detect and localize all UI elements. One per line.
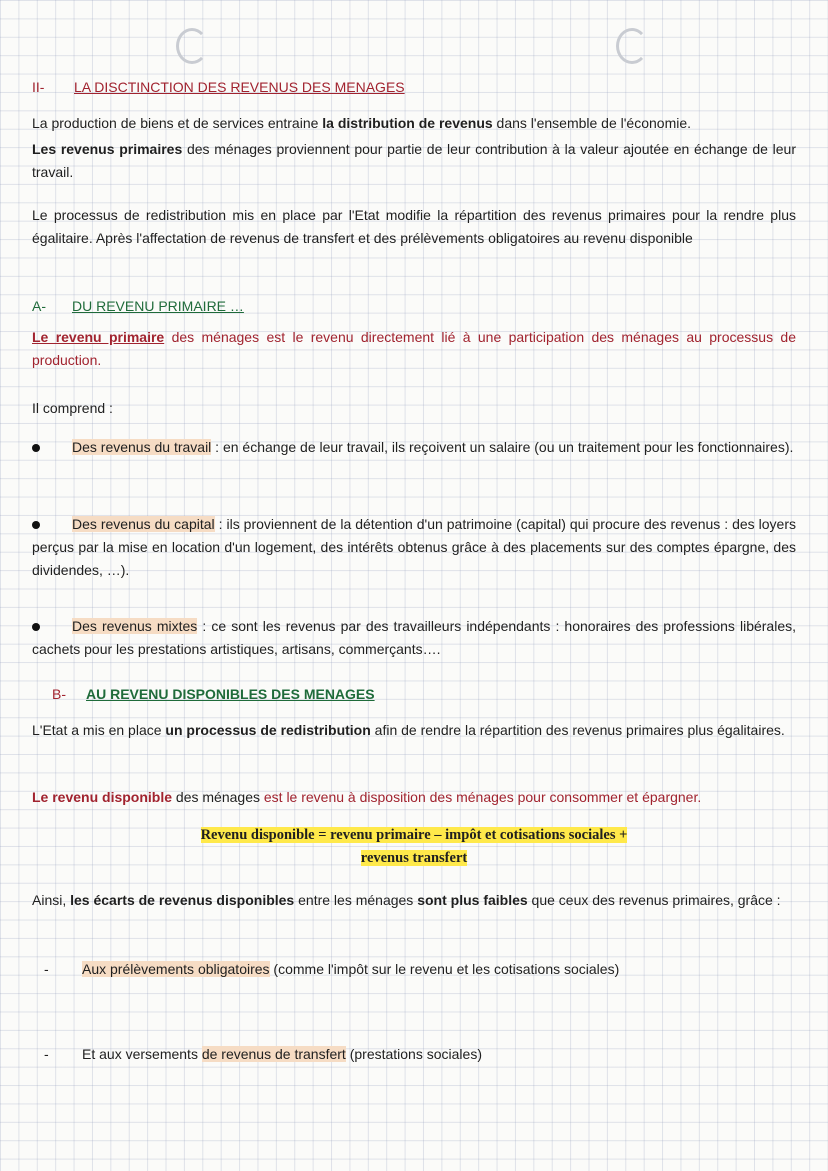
part-b-heading — [52, 683, 798, 705]
dash-item-prelevements: - Aux prélèvements obligatoires (comme l'impôt sur le revenu et les cotisations sociales) — [32, 958, 798, 980]
section-title: LA DISCTINCTION DES REVENUS DES MENAGES — [74, 79, 405, 95]
section-number: II- — [32, 79, 45, 95]
section-heading — [32, 76, 798, 98]
bullet-icon — [32, 521, 40, 529]
ainsi-paragraph: Ainsi, les écarts de revenus disponibles entre les ménages sont plus faibles que ceux des revenus primaires, grâce : — [32, 892, 781, 908]
dash-icon: - — [44, 961, 49, 977]
revenu-primaire-definition: Le revenu primaire des ménages est le revenu directement lié à une participation des ménages au processus de production. — [32, 329, 796, 368]
transfert-term: de revenus de transfert — [201, 1046, 346, 1062]
revenu-disponible-term: Le revenu disponible — [32, 789, 173, 805]
bullet-mixtes: Des revenus mixtes : ce sont les revenus par des travailleurs indépendants : honoraires des professions libérales, cachets pour les prestations artistiques, artisans, commerçants…. — [32, 618, 796, 657]
revenu-disponible-definition: Le revenu disponible des ménages est le revenu à disposition des ménages pour consommer et épargner. — [32, 789, 702, 805]
intro-paragraph-2: Les revenus primaires des ménages proviennent pour partie de leur contribution à la valeur ajoutée en échange de leur travail. — [32, 141, 796, 180]
intro-paragraph-3: Le processus de redistribution mis en place par l'Etat modifie la répartition des revenus primaires pour la rendre plus égalitaire. Après l'affectation de revenus de transfert et des prélèvements obligatoires au revenu disponible — [32, 207, 796, 246]
comprend-label: Il comprend : — [32, 400, 113, 416]
bullet-icon — [32, 623, 40, 631]
formula-line-2: revenus transfert — [360, 850, 468, 866]
revenus-primaires-term: Les revenus primaires — [32, 141, 183, 157]
binder-hole-left — [176, 28, 208, 64]
capital-term: Des revenus du capital — [72, 516, 215, 532]
part-a-title: DU REVENU PRIMAIRE … — [72, 298, 244, 314]
distribution-term: la distribution de revenus — [322, 115, 493, 131]
part-a-letter: A- — [32, 298, 46, 314]
revenu-primaire-term: Le revenu primaire — [32, 329, 165, 345]
binder-hole-right — [616, 28, 648, 64]
travail-term: Des revenus du travail — [72, 439, 212, 455]
dash-icon: - — [44, 1046, 49, 1062]
bullet-icon — [32, 444, 40, 452]
bullet-capital: Des revenus du capital : ils proviennent de la détention d'un patrimoine (capital) qui procure des revenus : des loyers perçus par la mise en location d'un logement, des intérêts obtenus grâce à des placements sur des comptes épargne, des dividendes, …). — [32, 516, 796, 578]
mixtes-term: Des revenus mixtes — [72, 618, 198, 634]
part-a-heading — [32, 295, 798, 317]
bullet-travail: Des revenus du travail : en échange de leur travail, ils reçoivent un salaire (ou un traitement pour les fonctionnaires). — [32, 436, 796, 459]
dash-item-transferts: - Et aux versements de revenus de transfert (prestations sociales) — [32, 1043, 798, 1065]
intro-paragraph-1: La production de biens et de services entraine la distribution de revenus dans l'ensemble de l'économie. — [32, 115, 692, 131]
redistribution-term: un processus de redistribution — [165, 722, 371, 738]
formula-line-1: Revenu disponible = revenu primaire – impôt et cotisations sociales + — [200, 827, 628, 843]
redistribution-paragraph: L'Etat a mis en place un processus de redistribution afin de rendre la répartition des revenus primaires plus égalitaires. — [32, 722, 785, 738]
part-b-title: AU REVENU DISPONIBLES DES MENAGES — [86, 686, 375, 702]
prelevements-term: Aux prélèvements obligatoires — [82, 961, 270, 977]
part-b-letter: B- — [52, 686, 66, 702]
